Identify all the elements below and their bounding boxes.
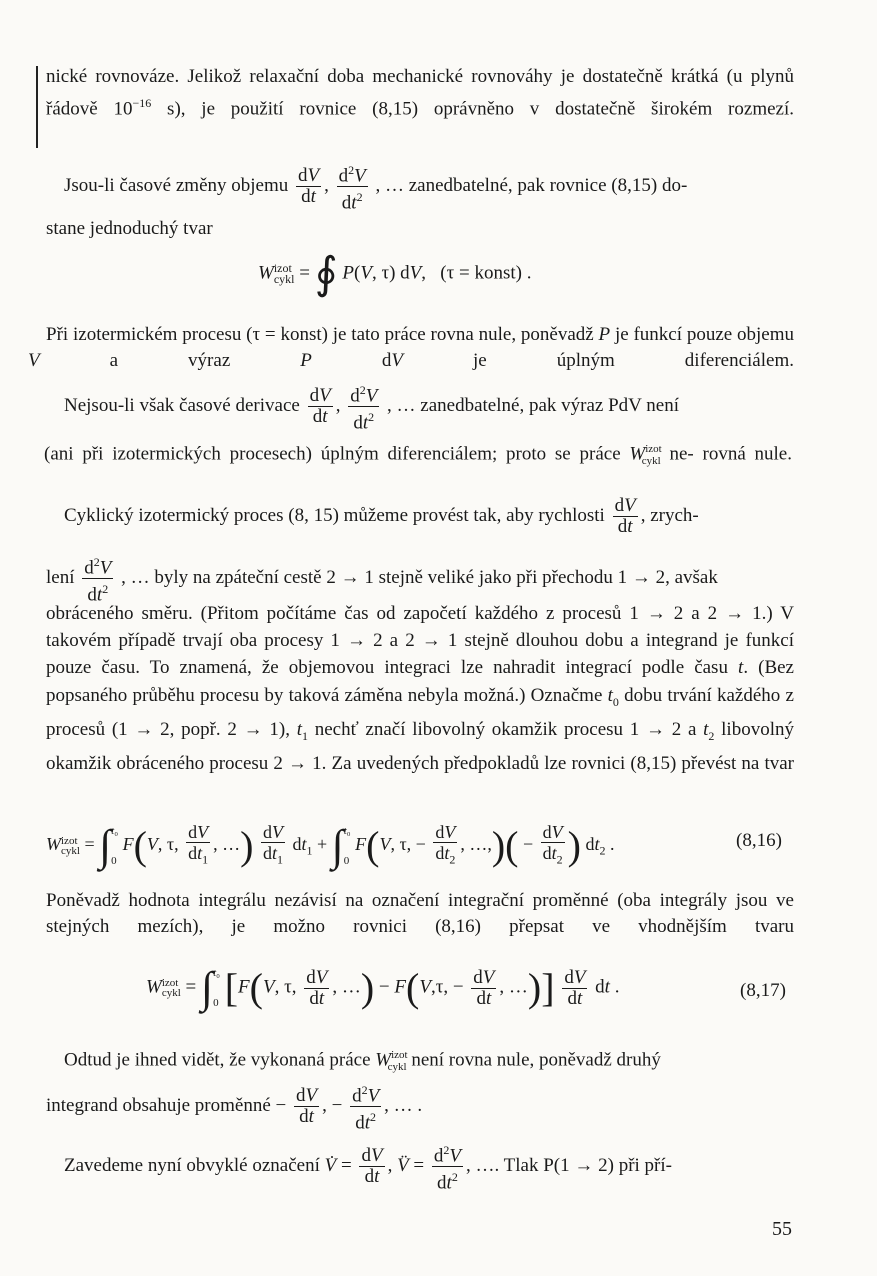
paragraph-7-line-2: integrand obsahuje proměnné − $\frac{dV}{dt}$ , − $\frac{d^2V}{dt^2}$ , … . bbox=[46, 1080, 422, 1134]
text-span: , … zanedbatelné, pak výraz PdV není bbox=[387, 395, 679, 417]
paragraph-2-line-1: Jsou-li časové změny objemu $\frac{dV}{dt}$ , $\frac{d^2V}{dt^2}$ , … zanedbatelné, pak rovnice (8,15) do- bbox=[64, 160, 687, 214]
paragraph-6: Poněvadž hodnota integrálu nezávisí na označení integrační proměnné (oba integrály jsou ve stejných mezích), je možno rovnici (8,16) přepsat ve vhodnějším tvaru bbox=[46, 890, 794, 937]
text-span: Jsou-li časové změny objemu bbox=[64, 175, 289, 197]
paragraph-5-rest: obráceného směru. (Přitom počítáme čas od započetí každého z procesů 1 → 2 a 2 → 1.) V takovém případě trvají oba procesy 1 → 2 a 2 → 1 stejně dlouhou dobu a integrand je funkcí pouze času. To znamená, že objemovou integraci lze nahradit integrací podle času t. (Bez popsaného průběhu procesu by taková záměna nebyla možná.) Označme $t_0$ dobu trvání každého z procesů (1 → 2, popř. 2 → 1), $t_1$ nechť značí libovolný okamžik procesu 1 → 2 a $t_2$ libovolný okamžik obráceného procesu 2 → 1. Za uvedených předpokladů lze rovnici (8,15) převést na tvar bbox=[46, 603, 794, 774]
text-span: , zrych- bbox=[640, 504, 699, 526]
equation-8-16: W izot cykl = ∫ t₀ 0 F(V, τ, $\frac{dV}{dt_1}$ , …) $\frac{dV}{dt_1}$ $dt_1$ + ∫ t₀ 0 F(V, τ, − $\frac{dV}{dt_2}$ , …,)( − $\frac{dV}{dt_2}$ ) $dt_2$ . bbox=[46, 821, 615, 870]
paragraph-5-line-2: lení $\frac{d^2V}{dt^2}$ , … byly na zpáteční cestě 2 → 1 stejně veliké jako při přechodu 1 → 2, avšak bbox=[46, 552, 718, 606]
equation-1: W izot cykl = ∮ P(V, τ) dV, (τ = konst) . bbox=[258, 249, 532, 298]
text-span: , … zanedbatelné, pak rovnice (8,15) do- bbox=[375, 175, 688, 197]
text-span: , …. Tlak P(1 → 2) při pří- bbox=[466, 1155, 672, 1177]
page-number: 55 bbox=[772, 1218, 792, 1240]
paragraph-3: Při izotermickém procesu (τ = konst) je tato práce rovna nule, poněvadž P je funkcí pouze objemu V a výraz P dV je úplným diferenciálem. bbox=[28, 324, 794, 371]
paragraph-7-line-1: Odtud je ihned vidět, že vykonaná práce $W^{izot}_{cykl}$ není rovna nule, poněvadž druhý bbox=[64, 1049, 661, 1074]
equation-8-17: W izot cykl = ∫ t₀ 0 [F(V, τ, $\frac{dV}{dt}$ , …) − F(V,τ, − $\frac{dV}{dt}$ , …)] $\frac{dV}{dt}$ dt . bbox=[146, 963, 620, 1012]
text-span: Nejsou-li však časové derivace bbox=[64, 395, 300, 417]
paragraph-2-line-2: stane jednoduchý tvar bbox=[46, 218, 213, 239]
paragraph-8: Zavedeme nyní obvyklé označení V̇ = $\frac{dV}{dt}$ , V̈ = $\frac{d^2V}{dt^2}$ , …. Tlak P(1 → 2) při pří- bbox=[64, 1140, 672, 1194]
equation-number: (8,16) bbox=[736, 830, 782, 851]
paragraph-1: nické rovnováze. Jelikož relaxační doba mechanické rovnováhy je dostatečně krátká (u plynů řádově $10^{-16}$ s), je použití rovnice (8,15) oprávněno v dostatečně širokém rozmezí. bbox=[46, 66, 794, 120]
text-span: Zavedeme nyní obvyklé označení bbox=[64, 1155, 320, 1177]
text-span: Cyklický izotermický proces (8, 15) můžeme provést tak, aby rychlosti bbox=[64, 504, 605, 526]
text-span: lení bbox=[46, 567, 75, 589]
paragraph-5-line-1: Cyklický izotermický proces (8, 15) můžeme provést tak, aby rychlosti $\frac{dV}{dt}$ , zrych- bbox=[64, 495, 699, 537]
text-span: integrand obsahuje proměnné bbox=[46, 1095, 271, 1117]
paragraph-4-rest: (ani při izotermických procesech) úplným diferenciálem; proto se práce $W^{izot}_{cykl}$ ne- rovná nule. bbox=[44, 443, 792, 468]
margin-bar bbox=[36, 66, 38, 148]
text-span: , … byly na zpáteční cestě 2 → 1 stejně veliké jako při přechodu 1 → 2, avšak bbox=[121, 567, 718, 589]
equation-number: (8,17) bbox=[740, 980, 786, 1001]
paragraph-4-line-1: Nejsou-li však časové derivace $\frac{dV}{dt}$ , $\frac{d^2V}{dt^2}$ , … zanedbatelné, pak výraz PdV není bbox=[64, 380, 679, 434]
